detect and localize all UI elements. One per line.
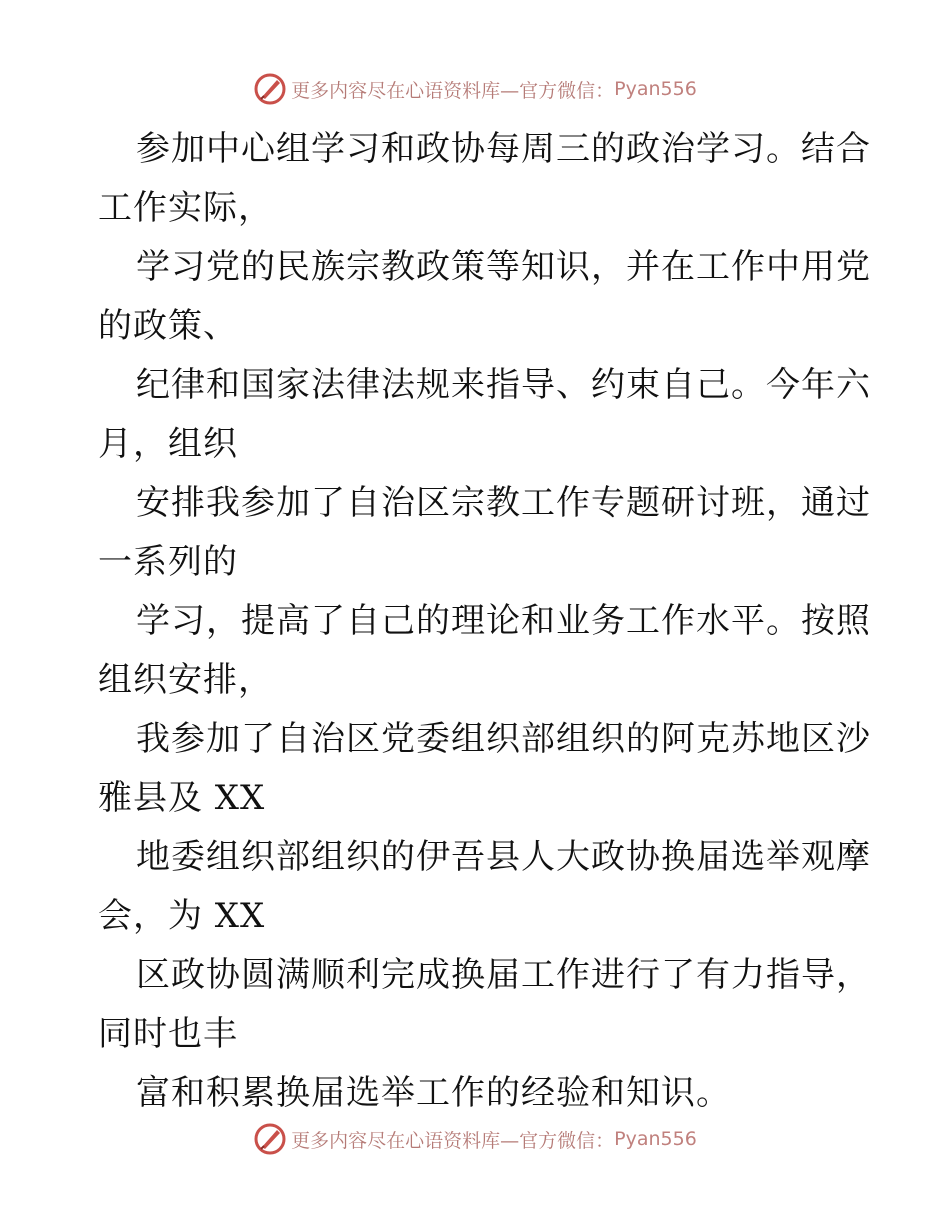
body-line: 一系列的 xyxy=(98,542,238,582)
body-line: 参加中心组学习和政协每周三的政治学习。结合 xyxy=(136,129,871,169)
body-line: 安排我参加了自治区宗教工作专题研讨班，通过 xyxy=(136,483,871,523)
body-line: 富和积累换届选举工作的经验和知识。 xyxy=(136,1073,731,1113)
header-banner-text: 更多内容尽在心语资料库—官方微信： xyxy=(291,79,615,102)
body-line: 区政协圆满顺利完成换届工作进行了有力指导， xyxy=(136,955,871,995)
footer-banner-text: 更多内容尽在心语资料库—官方微信： xyxy=(291,1129,615,1152)
header-wechat-handle: Pyan556 xyxy=(614,78,697,100)
body-line: 同时也丰 xyxy=(98,1014,238,1054)
body-line: 会，为 XX xyxy=(98,896,266,936)
footer-banner xyxy=(0,1122,950,1156)
body-line: 的政策、 xyxy=(98,306,238,346)
body-line: 学习党的民族宗教政策等知识，并在工作中用党 xyxy=(136,247,871,287)
body-line: 雅县及 XX xyxy=(98,778,266,818)
quill-logo-icon xyxy=(253,1122,287,1156)
footer-wechat-handle: Pyan556 xyxy=(614,1128,697,1150)
body-line: 学习，提高了自己的理论和业务工作水平。按照 xyxy=(136,601,871,641)
quill-logo-icon xyxy=(253,72,287,106)
body-line: 我参加了自治区党委组织部组织的阿克苏地区沙 xyxy=(136,719,871,759)
body-line: 地委组织部组织的伊吾县人大政协换届选举观摩 xyxy=(136,837,871,877)
body-line: 月，组织 xyxy=(98,424,238,464)
body-line: 组织安排， xyxy=(98,660,273,700)
header-banner xyxy=(0,72,950,106)
body-line: 工作实际， xyxy=(98,188,273,228)
body-line: 纪律和国家法律法规来指导、约束自己。今年六 xyxy=(136,365,871,405)
document-body xyxy=(98,120,871,1123)
